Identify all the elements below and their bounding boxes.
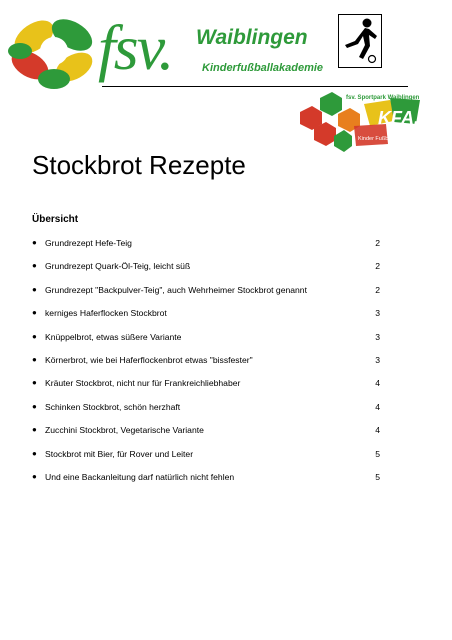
toc-item: ● Stockbrot mit Bier, für Rover und Leiter 5 xyxy=(32,448,380,459)
kfa-logo-icon xyxy=(294,90,428,154)
toc-item: ● Grundrezept Quark-Öl-Teig, leicht süß 2 xyxy=(32,261,380,272)
soccer-player-icon xyxy=(338,14,382,68)
toc-item: ● Knüppelbrot, etwas süßere Variante 3 xyxy=(32,331,380,342)
bullet-icon: ● xyxy=(32,378,37,388)
kfa-brand-text: fsv. Sportpark Waiblingen xyxy=(346,95,420,101)
toc-item: ● Und eine Backanleitung darf natürlich nicht fehlen 5 xyxy=(32,471,380,482)
bullet-icon: ● xyxy=(32,448,37,458)
bullet-icon: ● xyxy=(32,354,37,364)
bullet-icon: ● xyxy=(32,284,37,294)
bullet-icon: ● xyxy=(32,425,37,435)
toc-item: ● Körnerbrot, wie bei Haferflockenbrot etwas "bissfester" 3 xyxy=(32,354,380,365)
page-title: Stockbrot Rezepte xyxy=(32,150,246,180)
fsv-wordmark: fsv. xyxy=(98,12,173,83)
bullet-icon: ● xyxy=(32,261,37,271)
flower-logo-icon xyxy=(8,10,100,92)
club-name: Waiblingen xyxy=(196,26,308,49)
bullet-icon: ● xyxy=(32,471,37,481)
table-of-contents xyxy=(32,236,380,493)
bullet-icon: ● xyxy=(32,331,37,341)
bullet-icon: ● xyxy=(32,308,37,318)
toc-item: ● Kräuter Stockbrot, nicht nur für Frankreichliebhaber 4 xyxy=(32,378,380,389)
academy-subtitle: Kinderfußballakademie xyxy=(202,62,324,74)
overview-heading: Übersicht xyxy=(32,214,79,225)
kfa-tagline: Kinder Fußball Akademie xyxy=(358,136,420,142)
bullet-icon: ● xyxy=(32,238,37,247)
kfa-letters: KFA. xyxy=(378,108,420,128)
toc-item: ● kerniges Haferflocken Stockbrot 3 xyxy=(32,308,380,319)
toc-item: ● Grundrezept Hefe-Teig 2 xyxy=(32,238,380,248)
header-divider xyxy=(102,86,408,87)
bullet-icon: ● xyxy=(32,401,37,411)
toc-item: ● Zucchini Stockbrot, Vegetarische Variante 4 xyxy=(32,425,380,436)
toc-item: ● Schinken Stockbrot, schön herzhaft 4 xyxy=(32,401,380,412)
toc-item: ● Grundrezept "Backpulver-Teig", auch Wehrheimer Stockbrot genannt 2 xyxy=(32,284,380,295)
